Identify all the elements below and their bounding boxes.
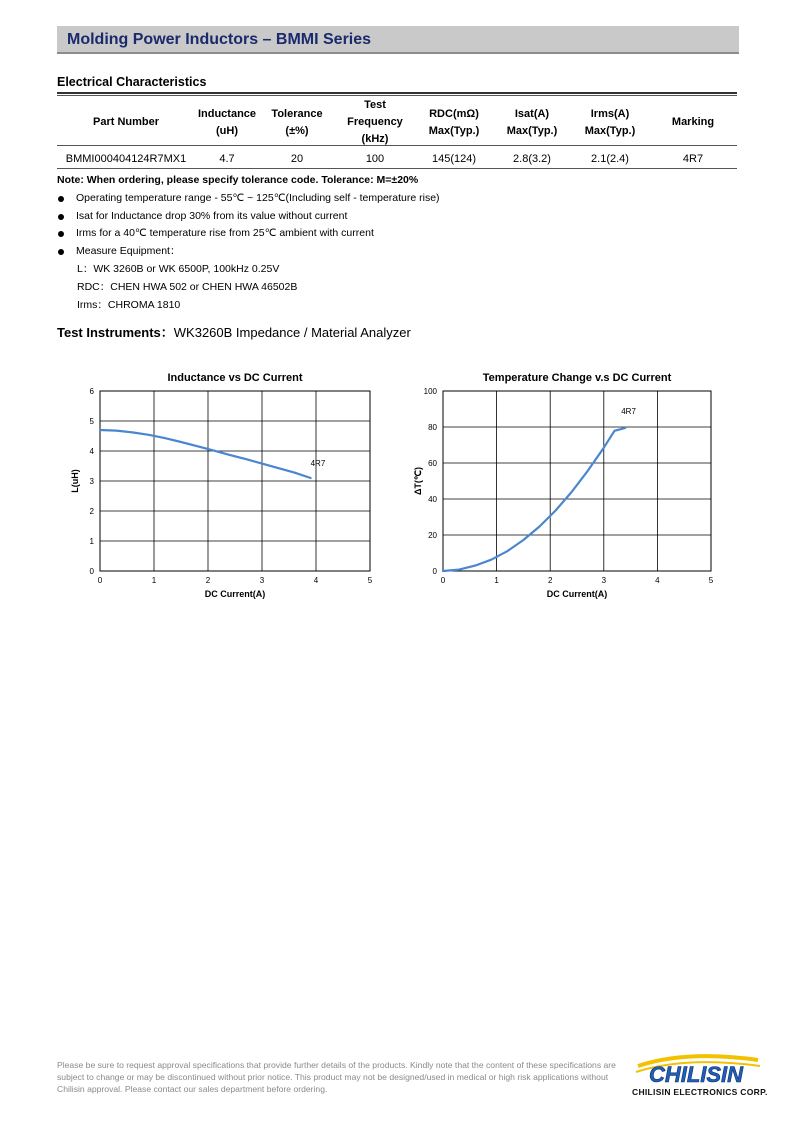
y-tick-label: 80: [428, 423, 437, 432]
column-header-line: Tolerance: [271, 107, 323, 120]
page-title: Molding Power Inductors – BMMI Series: [67, 31, 372, 48]
x-tick-label: 3: [259, 576, 265, 585]
y-tick-label: 3: [89, 477, 94, 486]
column-header-line: Test: [364, 99, 386, 111]
list-item-text: Irms for a 40℃ temperature rise from 25℃ ambient with current: [76, 227, 374, 239]
column-header-line: Irms(A): [590, 107, 630, 120]
header-bar: [57, 26, 739, 54]
x-tick-label: 3: [601, 576, 607, 585]
x-tick-label: 2: [547, 576, 553, 585]
test-instruments-label: Test Instruments：: [57, 325, 174, 340]
column-header-line: Max(Typ.): [584, 124, 636, 137]
column-header-line: Part Number: [92, 116, 160, 128]
list-item-text: Operating temperature range - 55℃ ~ 125℃(Including self - temperature rise): [76, 192, 440, 204]
list-item-text: Isat for Inductance drop 30% from its value without current: [76, 209, 348, 222]
column-header: [415, 97, 493, 148]
column-header: [571, 97, 649, 148]
y-tick-label: 2: [89, 507, 94, 516]
plot-frame: [443, 391, 711, 571]
table-cell: 4.7: [219, 153, 235, 165]
y-axis-label: L(uH): [70, 469, 80, 493]
column-header: [335, 97, 415, 148]
chart-title: Temperature Change v.s DC Current: [482, 372, 672, 384]
column-header: [493, 97, 571, 148]
y-tick-label: 1: [89, 537, 94, 546]
y-axis-label: ΔT(℃): [413, 466, 423, 496]
x-tick-label: 4: [655, 576, 660, 585]
series-line: [443, 428, 625, 571]
column-header: [195, 97, 259, 148]
equipment-irms: Irms：CHROMA 1810: [77, 299, 181, 311]
equipment-rdc: RDC：CHEN HWA 502 or CHEN HWA 46502B: [77, 281, 298, 293]
column-header-line: Max(Typ.): [506, 124, 558, 137]
y-tick-label: 20: [428, 531, 437, 540]
series-label: 4R7: [310, 459, 326, 468]
list-item: [57, 190, 440, 208]
test-instruments: [57, 322, 411, 341]
temperature-chart: [400, 366, 730, 606]
corp-name: CHILISIN ELECTRONICS CORP.: [632, 1087, 768, 1097]
column-header: [259, 97, 335, 148]
column-header-line: Isat(A): [514, 107, 550, 120]
column-header-line: RDC(mΩ): [429, 107, 479, 120]
y-tick-label: 60: [428, 459, 437, 468]
footer-disclaimer: Please be sure to request approval specifications that provide further details of the products. Kindly note that the content of these specifications are subject to change or may be discontinued without prior notice. This product may not be designed/used in medical or high risk applications without Chilisin approval. Please contact our sales department before ordering.: [57, 1060, 616, 1094]
list-item: [57, 208, 440, 226]
electrical-table: [57, 97, 737, 170]
equipment-list: [77, 260, 297, 314]
table-cell: 2.8(3.2): [513, 153, 551, 165]
ordering-note: Note: When ordering, please specify tolerance code. Tolerance: M=±20%: [57, 174, 419, 186]
x-tick-label: 0: [97, 576, 103, 585]
column-header-line: Inductance: [197, 107, 257, 120]
table-header-row: [57, 97, 737, 148]
table-cell: 2.1(2.4): [591, 153, 629, 165]
column-header: [57, 97, 195, 148]
column-header-line: (±%): [285, 124, 309, 137]
table-cell: 4R7: [682, 153, 704, 165]
table-cell: 100: [365, 153, 385, 165]
table-cell: BMMI000404124R7MX1: [65, 153, 187, 165]
y-tick-label: 5: [89, 417, 94, 426]
table-row: [57, 148, 737, 170]
column-header: [649, 97, 737, 148]
table-top-rule-inner: [57, 95, 737, 96]
column-header-line: Max(Typ.): [428, 124, 480, 137]
y-tick-label: 0: [432, 567, 437, 576]
column-header-line: Marking: [671, 116, 715, 128]
table-cell: 20: [290, 153, 304, 165]
x-tick-label: 2: [205, 576, 211, 585]
list-item-text: Measure Equipment：: [76, 244, 181, 257]
x-tick-label: 5: [708, 576, 714, 585]
bullet-icon: [58, 231, 64, 237]
series-label: 4R7: [621, 406, 636, 416]
electrical-characteristics-title: Electrical Characteristics: [57, 75, 207, 89]
table-cell: 145(124): [431, 153, 477, 165]
spec-notes-list: [57, 190, 440, 260]
x-tick-label: 0: [440, 576, 446, 585]
x-tick-label: 1: [151, 576, 157, 585]
test-instruments-value: WK3260B Impedance / Material Analyzer: [173, 325, 411, 340]
x-axis-label: DC Current(A): [546, 589, 608, 599]
list-item: [57, 225, 440, 243]
column-header-line: (uH): [216, 124, 238, 137]
x-tick-label: 5: [367, 576, 373, 585]
bullet-icon: [58, 196, 64, 202]
bullet-icon: [58, 214, 64, 220]
svg-text:CHILISIN: CHILISIN: [648, 1062, 744, 1087]
equipment-l: L：WK 3260B or WK 6500P, 100kHz 0.25V: [77, 263, 280, 275]
x-tick-label: 4: [313, 576, 319, 585]
list-item: [57, 243, 440, 261]
table-top-rule: [57, 92, 737, 94]
chart-title: Inductance vs DC Current: [167, 372, 303, 384]
y-tick-label: 4: [89, 447, 94, 456]
inductance-chart: [55, 366, 385, 606]
column-header-line: Frequency: [347, 116, 403, 128]
x-tick-label: 1: [494, 576, 499, 585]
series-line: [100, 430, 311, 478]
y-tick-label: 6: [89, 387, 94, 396]
y-tick-label: 0: [89, 567, 94, 576]
y-tick-label: 40: [428, 495, 437, 504]
y-tick-label: 100: [423, 387, 437, 396]
column-header-line: (kHz): [361, 133, 389, 145]
x-axis-label: DC Current(A): [204, 589, 266, 599]
bullet-icon: [58, 249, 64, 255]
